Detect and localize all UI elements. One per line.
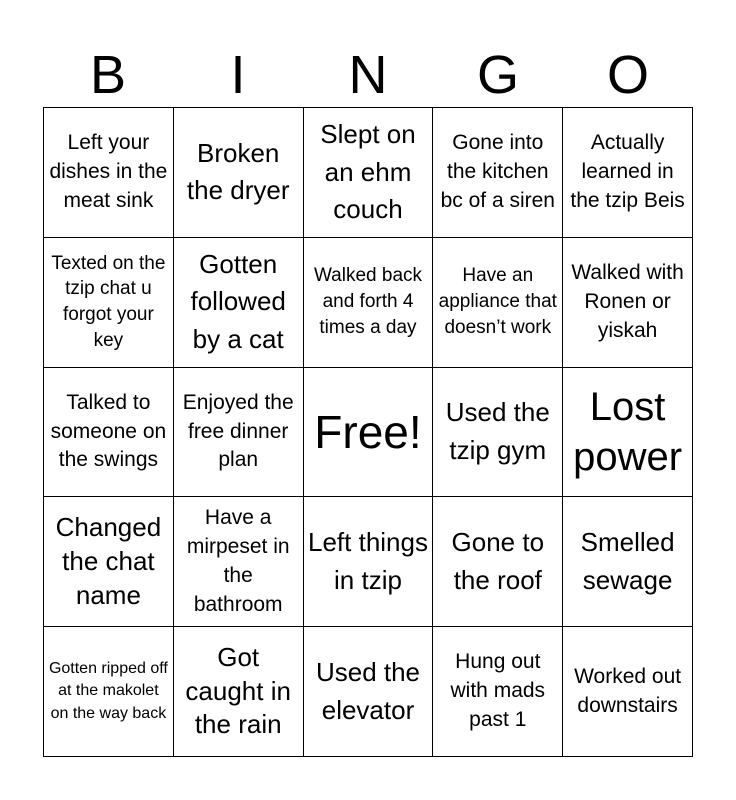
cell-text: Used the tzip gym bbox=[445, 397, 550, 465]
bingo-cell-r5-c5[interactable] bbox=[563, 627, 693, 757]
bingo-cell-r5-c1[interactable] bbox=[44, 627, 174, 757]
bingo-cell-r5-c2[interactable] bbox=[174, 627, 304, 757]
free-space-text: Free! bbox=[314, 405, 422, 458]
bingo-cell-r2-c5[interactable] bbox=[563, 238, 693, 368]
cell-text: Left your dishes in the meat sink bbox=[49, 131, 168, 212]
cell-text: Changed the chat name bbox=[55, 512, 162, 610]
cell-text: Smelled sewage bbox=[580, 527, 675, 595]
bingo-cell-r3-c2[interactable] bbox=[174, 368, 304, 498]
bingo-cell-r2-c2[interactable] bbox=[174, 238, 304, 368]
cell-text: Gotten followed by a cat bbox=[190, 248, 286, 355]
bingo-cell-r1-c1[interactable] bbox=[44, 108, 174, 238]
bingo-cell-r2-c3[interactable] bbox=[304, 238, 434, 368]
cell-text: Got caught in the rain bbox=[185, 641, 291, 740]
bingo-cell-r4-c1[interactable] bbox=[44, 497, 174, 627]
cell-text: Used the elevator bbox=[315, 656, 421, 725]
cell-text: Have a mirpeset in the bathroom bbox=[186, 506, 290, 616]
bingo-cell-r3-c4[interactable] bbox=[433, 368, 563, 498]
bingo-cell-r4-c5[interactable] bbox=[563, 497, 693, 627]
cell-text: Texted on the tzip chat u forgot your key bbox=[51, 252, 166, 352]
header-letter-b: B bbox=[89, 45, 127, 105]
bingo-cell-free[interactable] bbox=[304, 368, 434, 498]
header-letter-n: N bbox=[348, 45, 388, 105]
cell-text: Lost power bbox=[573, 384, 683, 479]
bingo-cell-r4-c2[interactable] bbox=[174, 497, 304, 627]
cell-text: Broken the dryer bbox=[186, 137, 290, 206]
cell-text: Gone into the kitchen bc of a siren bbox=[440, 131, 555, 212]
bingo-cell-r5-c4[interactable] bbox=[433, 627, 563, 757]
cell-text: Enjoyed the free dinner plan bbox=[182, 390, 294, 472]
cell-text: Have an appliance that doesn’t work bbox=[438, 265, 557, 339]
bingo-grid bbox=[43, 107, 693, 757]
bingo-cell-r2-c1[interactable] bbox=[44, 238, 174, 368]
bingo-cell-r3-c5[interactable] bbox=[563, 368, 693, 498]
cell-text: Walked with Ronen or yiskah bbox=[571, 261, 684, 342]
cell-text: Gotten ripped off at the makolet on the way back bbox=[48, 659, 168, 722]
cell-text: Left things in tzip bbox=[308, 527, 428, 595]
bingo-cell-r1-c2[interactable] bbox=[174, 108, 304, 238]
bingo-cell-r4-c3[interactable] bbox=[304, 497, 434, 627]
cell-text: Slept on an ehm couch bbox=[320, 118, 416, 225]
bingo-cell-r4-c4[interactable] bbox=[433, 497, 563, 627]
cell-text: Hung out with mads past 1 bbox=[450, 650, 546, 731]
bingo-cell-r3-c1[interactable] bbox=[44, 368, 174, 498]
cell-text: Actually learned in the tzip Beis bbox=[570, 131, 685, 212]
bingo-cell-r5-c3[interactable] bbox=[304, 627, 434, 757]
bingo-cell-r2-c4[interactable] bbox=[433, 238, 563, 368]
bingo-cell-r1-c5[interactable] bbox=[563, 108, 693, 238]
header-letter-i: I bbox=[230, 45, 246, 105]
header-letter-g: G bbox=[476, 45, 519, 105]
cell-text: Worked out downstairs bbox=[574, 664, 682, 717]
header-letter-o: O bbox=[606, 45, 649, 105]
bingo-cell-r1-c3[interactable] bbox=[304, 108, 434, 238]
cell-text: Walked back and forth 4 times a day bbox=[313, 265, 423, 339]
bingo-cell-r1-c4[interactable] bbox=[433, 108, 563, 238]
cell-text: Talked to someone on the swings bbox=[50, 390, 167, 472]
cell-text: Gone to the roof bbox=[451, 527, 545, 595]
bingo-header bbox=[43, 42, 693, 108]
